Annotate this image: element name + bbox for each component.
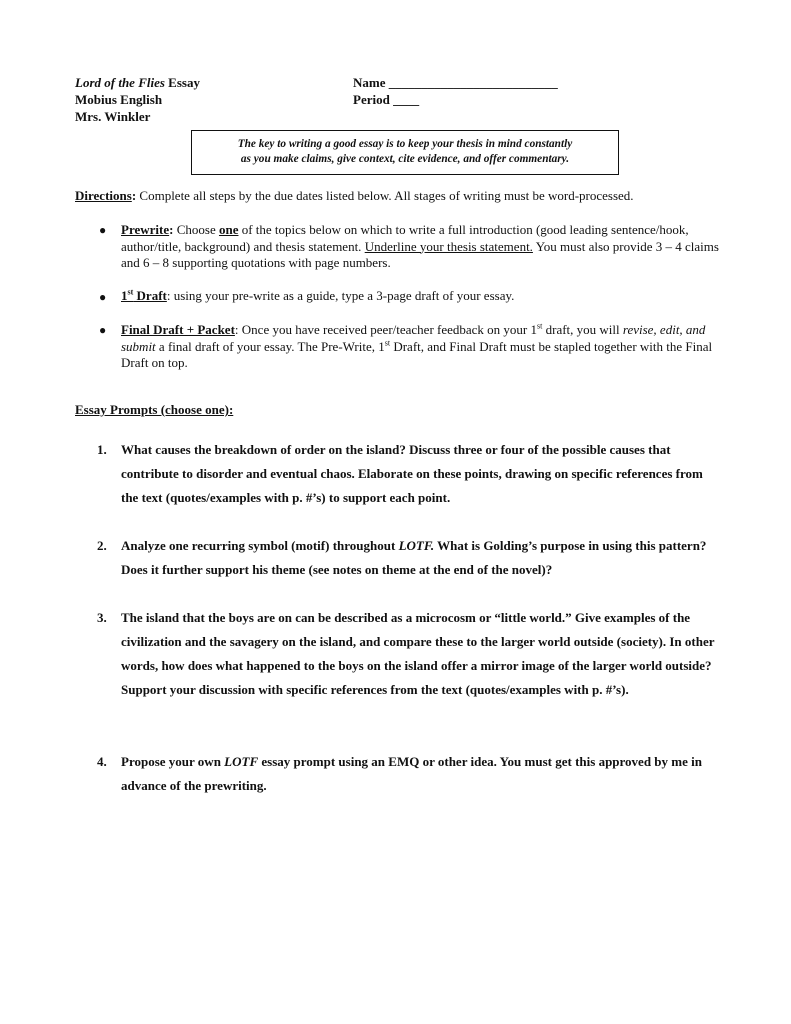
name-blank: __________________________ — [388, 75, 558, 90]
name-label: Name — [353, 75, 389, 90]
directions — [75, 187, 634, 205]
final-draft-text-a: : Once you have received peer/teacher feedback on your 1 — [234, 322, 538, 337]
prompt-4-text-a: Propose your own — [121, 754, 225, 769]
teacher-name: Mrs. Winkler — [75, 109, 151, 124]
name-field — [353, 74, 558, 91]
prewrite-colon: : — [169, 222, 174, 237]
final-draft-text-c: a final draft of your essay. The Pre-Write, 1 — [155, 338, 385, 354]
header-left — [75, 74, 200, 125]
prompt-4-text-b: essay prompt using an EMQ or other idea. You must get this approved by me in advance of the prewriting. — [121, 754, 702, 793]
prompt-4 — [121, 750, 721, 798]
period-label: Period — [353, 92, 394, 107]
bullet-icon: ● — [99, 290, 107, 304]
key-box-line-2: as you make claims, give context, cite evidence, and offer commentary. — [240, 153, 570, 165]
prewrite-text-a: Choose — [173, 222, 219, 237]
title-rest: Essay — [164, 75, 200, 90]
prompt-2-text-a: Analyze one recurring symbol (motif) throughout — [121, 538, 399, 553]
first-draft-rest: Draft — [133, 288, 167, 303]
prompt-number: 2. — [97, 538, 107, 553]
prewrite-text-b: of the topics below on which to write a full introduction (good leading sentence/hook, author/title, background) and thesis statement. — [121, 222, 689, 254]
bullet-final-draft — [121, 322, 721, 372]
title-italic: Lord of the Flies — [75, 75, 165, 90]
final-draft-label: Final Draft + Packet — [121, 322, 235, 337]
final-draft-sup-2: st — [384, 338, 391, 348]
thesis-key-box — [191, 130, 619, 175]
period-field — [353, 91, 558, 108]
prompt-2-text-b: What is Golding’s purpose in using this pattern? Does it further support his theme (see notes on theme at the end of the novel)? — [121, 538, 707, 577]
prompt-2 — [121, 534, 721, 582]
essay-title — [75, 74, 200, 91]
bullet-icon: ● — [99, 323, 107, 337]
prompt-number: 3. — [97, 610, 107, 625]
prewrite-label: Prewrite — [121, 222, 170, 237]
directions-text: Complete all steps by the due dates listed below. All stages of writing must be word-processed. — [136, 188, 634, 203]
final-draft-text-d: Draft, and Final Draft must be stapled together with the Final Draft on top. — [121, 338, 713, 370]
bullet-icon: ● — [99, 223, 107, 237]
prompt-1: What causes the breakdown of order on the island? Discuss three or four of the possible causes that contribute to disorder and eventual chaos. Elaborate on these points, drawing on specific references from the text (quotes/examples with p. #’s) to support each point. — [121, 442, 703, 505]
final-draft-italic: revise, edit, and submit — [121, 322, 706, 354]
prewrite-text-c: You must also provide 3 – 4 claims and 6 – 8 supporting quotations with page numbers. — [121, 238, 719, 270]
first-draft-label — [121, 288, 167, 303]
prewrite-underlined: Underline your thesis statement. — [364, 238, 533, 254]
period-blank: ____ — [393, 92, 420, 107]
directions-colon: : — [131, 188, 137, 203]
header-right — [353, 74, 558, 108]
bullet-first-draft — [121, 288, 721, 305]
prompt-number: 1. — [97, 442, 107, 457]
prewrite-one: one — [218, 222, 239, 237]
prompt-number: 4. — [97, 754, 107, 769]
prompts-heading: Essay Prompts (choose one): — [75, 402, 234, 417]
course-name: Mobius English — [75, 92, 163, 107]
first-draft-sup: st — [127, 287, 134, 297]
first-draft-text: : using your pre-write as a guide, type a 3-page draft of your essay. — [166, 288, 515, 303]
first-draft-num: 1 — [121, 288, 128, 303]
final-draft-sup-1: st — [537, 321, 543, 331]
key-box-line-1: The key to writing a good essay is to keep your thesis in mind constantly — [237, 138, 573, 150]
prompt-2-italic: LOTF. — [398, 538, 435, 553]
prompt-3: The island that the boys are on can be described as a microcosm or “little world.” Give examples of the civilization and the savagery on the island, and compare these to the larger world outside (society). In other words, how does what happened to the boys on the island offer a mirror image of the larger world outside? Support your discussion with specific references from the text (quotes/examples with p. #’s). — [121, 610, 715, 697]
bullet-prewrite — [121, 222, 721, 272]
final-draft-text-b: draft, you will — [542, 322, 623, 337]
directions-label: Directions — [75, 188, 132, 203]
prompt-4-italic: LOTF — [224, 754, 259, 769]
